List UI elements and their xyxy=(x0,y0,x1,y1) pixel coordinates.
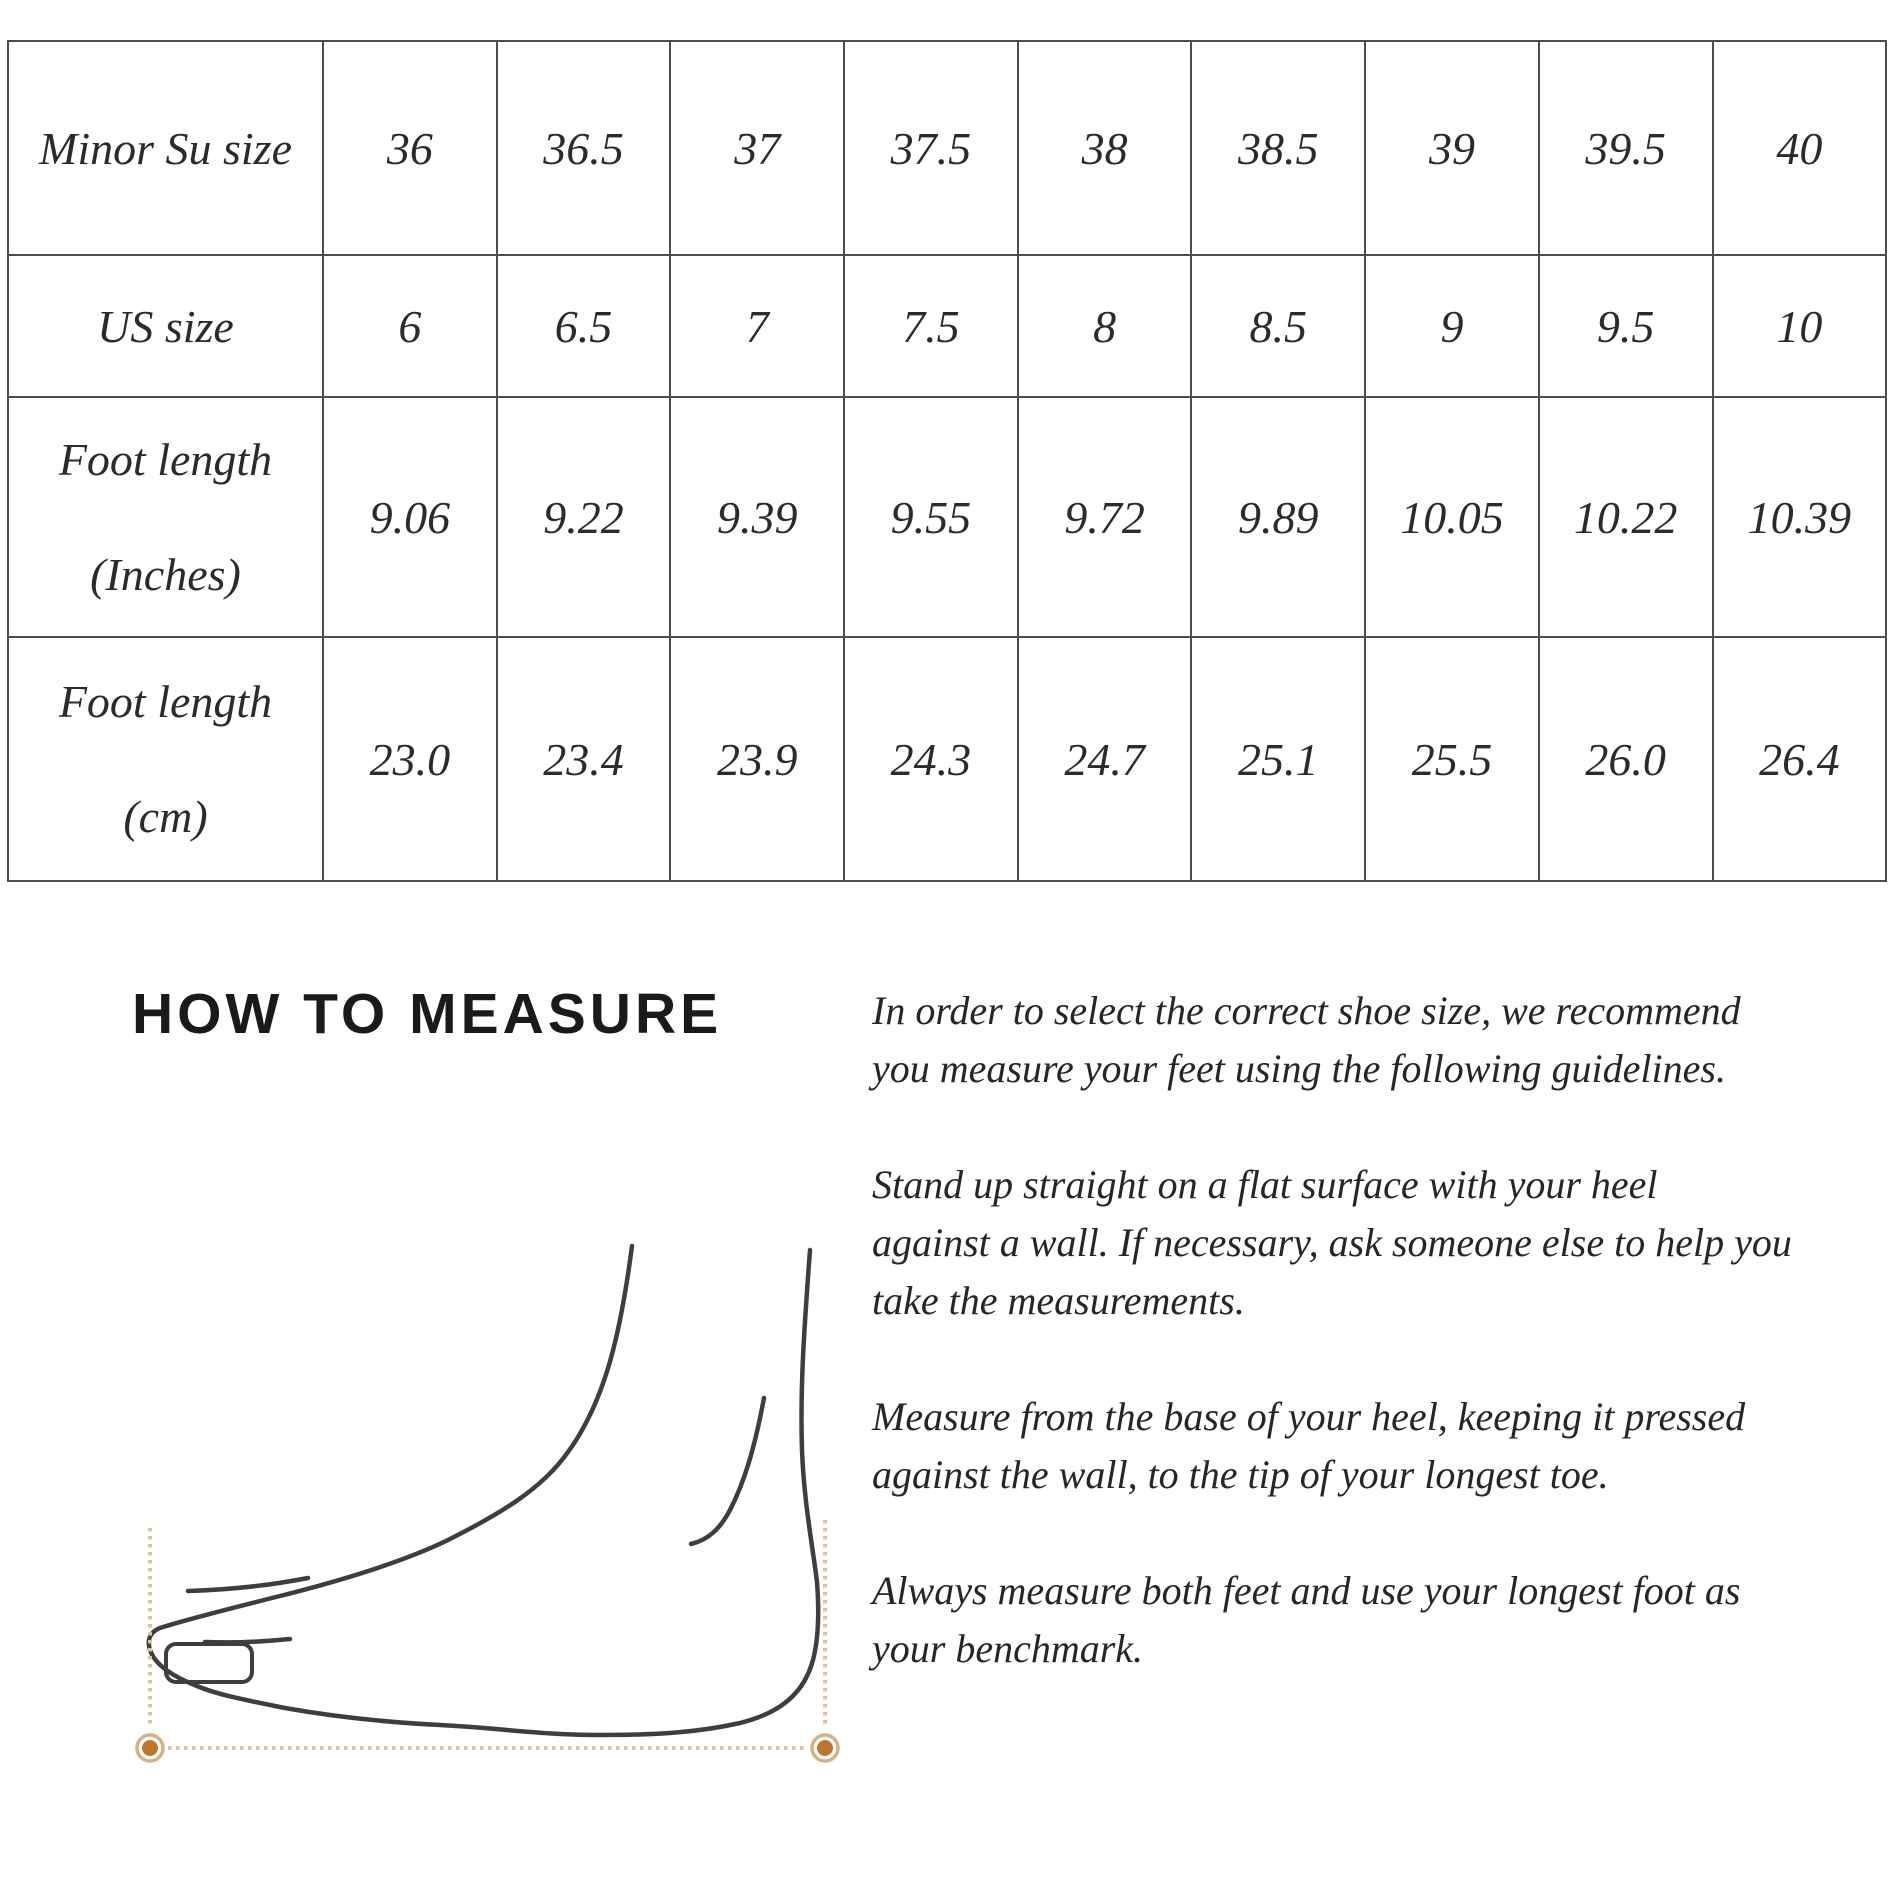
row-label-unit: (cm) xyxy=(123,791,208,842)
instruction-paragraph xyxy=(872,1562,1890,1678)
row-label: Foot length xyxy=(58,676,273,727)
instruction-line: take the measurements. xyxy=(872,1278,1245,1323)
instruction-line: Always measure both feet and use your longest foot as xyxy=(872,1568,1741,1613)
row-label: Minor Su size xyxy=(39,122,292,174)
size-cell: 9.39 xyxy=(670,397,844,637)
row-label-cell xyxy=(8,397,323,637)
size-cell: 9.22 xyxy=(497,397,671,637)
size-cell: 7.5 xyxy=(844,255,1018,397)
table-row-us-size xyxy=(8,255,1886,397)
row-label-cell xyxy=(8,637,323,881)
ankle-inner-line xyxy=(691,1398,764,1544)
size-cell: 38.5 xyxy=(1191,41,1365,255)
size-cell: 10.39 xyxy=(1713,397,1887,637)
size-cell: 36 xyxy=(323,41,497,255)
measure-endpoint-right xyxy=(812,1735,838,1761)
measure-endpoint-left xyxy=(137,1735,163,1761)
size-cell: 37.5 xyxy=(844,41,1018,255)
size-cell: 23.4 xyxy=(497,637,671,881)
size-cell: 38 xyxy=(1018,41,1192,255)
size-cell: 8 xyxy=(1018,255,1192,397)
size-cell: 6.5 xyxy=(497,255,671,397)
instruction-line: against a wall. If necessary, ask someone else to help you xyxy=(872,1220,1792,1265)
size-cell: 23.0 xyxy=(323,637,497,881)
toe-crease-line xyxy=(188,1578,308,1591)
size-cell: 37 xyxy=(670,41,844,255)
size-cell: 9.89 xyxy=(1191,397,1365,637)
instruction-paragraph xyxy=(872,1156,1890,1330)
measuring-instructions xyxy=(872,982,1890,1736)
table-row-foot-length-cm xyxy=(8,637,1886,881)
size-cell: 9.06 xyxy=(323,397,497,637)
instruction-paragraph xyxy=(872,1388,1890,1504)
size-cell: 6 xyxy=(323,255,497,397)
instruction-line: In order to select the correct shoe size, we recommend xyxy=(872,988,1741,1033)
row-label-unit: (Inches) xyxy=(90,549,241,600)
size-cell: 26.0 xyxy=(1539,637,1713,881)
instruction-line: against the wall, to the tip of your longest toe. xyxy=(872,1452,1609,1497)
size-cell: 25.5 xyxy=(1365,637,1539,881)
table-row-brand-size xyxy=(8,41,1886,255)
size-cell: 10.05 xyxy=(1365,397,1539,637)
size-cell: 40 xyxy=(1713,41,1887,255)
size-cell: 10.22 xyxy=(1539,397,1713,637)
size-cell: 23.9 xyxy=(670,637,844,881)
size-cell: 24.3 xyxy=(844,637,1018,881)
instruction-line: Stand up straight on a flat surface with your heel xyxy=(872,1162,1658,1207)
size-cell: 9.55 xyxy=(844,397,1018,637)
row-label: US size xyxy=(97,300,234,352)
size-cell: 36.5 xyxy=(497,41,671,255)
foot-outline-path xyxy=(149,1246,818,1735)
size-chart-table xyxy=(7,40,1887,882)
toe-crease-line-2 xyxy=(205,1639,290,1642)
row-label-cell xyxy=(8,41,323,255)
size-cell: 9.5 xyxy=(1539,255,1713,397)
size-cell: 9 xyxy=(1365,255,1539,397)
size-cell: 39 xyxy=(1365,41,1539,255)
size-cell: 39.5 xyxy=(1539,41,1713,255)
row-label: Foot length xyxy=(58,434,273,485)
row-label-cell xyxy=(8,255,323,397)
size-cell: 26.4 xyxy=(1713,637,1887,881)
instruction-paragraph xyxy=(872,982,1890,1098)
instruction-line: you measure your feet using the following guidelines. xyxy=(872,1046,1726,1091)
size-cell: 24.7 xyxy=(1018,637,1192,881)
size-cell: 8.5 xyxy=(1191,255,1365,397)
foot-illustration xyxy=(100,1150,900,1800)
how-to-measure-heading: HOW TO MEASURE xyxy=(132,982,723,1046)
instruction-line: your benchmark. xyxy=(872,1626,1144,1671)
table-row-foot-length-inches xyxy=(8,397,1886,637)
size-cell: 25.1 xyxy=(1191,637,1365,881)
size-cell: 9.72 xyxy=(1018,397,1192,637)
size-cell: 7 xyxy=(670,255,844,397)
size-cell: 10 xyxy=(1713,255,1887,397)
instruction-line: Measure from the base of your heel, keeping it pressed xyxy=(872,1394,1746,1439)
